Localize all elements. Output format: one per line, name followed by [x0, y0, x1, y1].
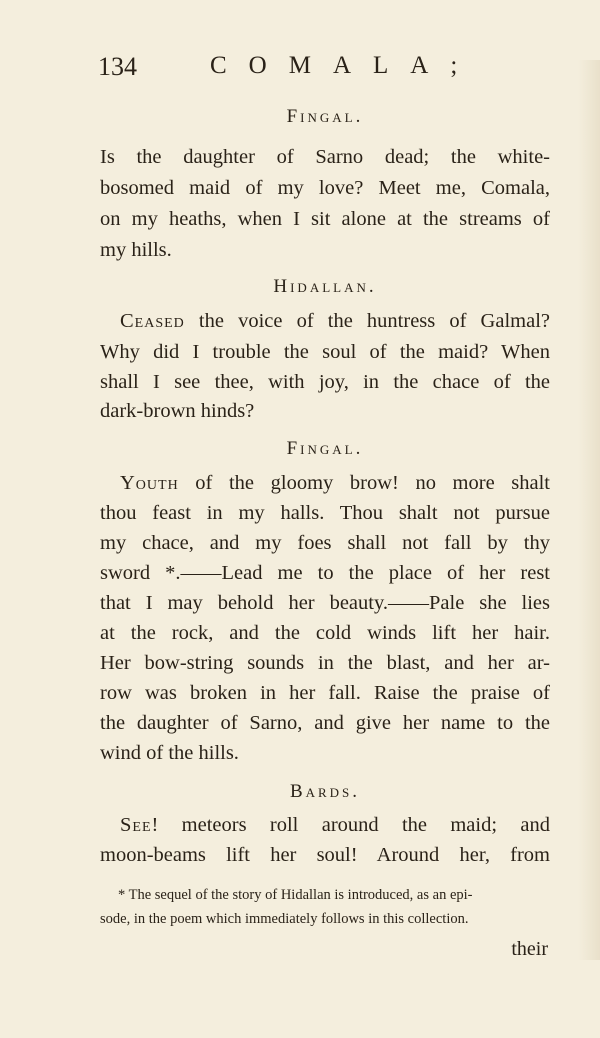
text-line: Ceased the voice of the huntress of Galmal? — [120, 310, 550, 332]
text-line: Youth of the gloomy brow! no more shalt — [120, 472, 550, 494]
text-line: Is the daughter of Sarno dead; the white- — [100, 146, 550, 168]
text-line: that I may behold her beauty.——Pale she lies — [100, 592, 550, 614]
catchword: their — [511, 938, 548, 960]
text-line: bosomed maid of my love? Meet me, Comala, — [100, 177, 550, 199]
speaker-heading: Hidallan. — [273, 276, 377, 297]
text-line: moon-beams lift her soul! Around her, from — [100, 844, 550, 866]
lead-word: Youth — [120, 472, 179, 494]
lead-word: See — [120, 814, 152, 836]
page-number: 134 — [98, 52, 137, 81]
running-title: COMALA; — [210, 52, 480, 79]
text-line: my chace, and my foes shall not fall by thy — [100, 532, 550, 554]
footnote-line: sode, in the poem which immediately follows in this collection. — [100, 911, 469, 927]
text-line: row was broken in her fall. Raise the praise of — [100, 682, 550, 704]
text-line: See! meteors roll around the maid; and — [120, 814, 550, 836]
text-line: wind of the hills. — [100, 742, 239, 764]
footnote-line: * The sequel of the story of Hidallan is introduced, as an epi- — [118, 887, 473, 903]
text-line: sword *.——Lead me to the place of her rest — [100, 562, 550, 584]
text-line: Her bow-string sounds in the blast, and her ar- — [100, 652, 550, 674]
text-line: dark-brown hinds? — [100, 400, 255, 422]
text-line: the daughter of Sarno, and give her name to the — [100, 712, 550, 734]
speaker-heading: Fingal. — [286, 438, 364, 459]
text-line: shall I see thee, with joy, in the chace of the — [100, 371, 550, 393]
text-line: my hills. — [100, 239, 172, 261]
page-header — [98, 52, 568, 86]
speaker-heading: Bards. — [289, 781, 361, 802]
text-line: thou feast in my halls. Thou shalt not pursue — [100, 502, 550, 524]
speaker-heading: Fingal. — [286, 106, 364, 127]
page-edge-shading — [578, 60, 600, 960]
lead-word: Ceased — [120, 310, 185, 332]
text-line: Why did I trouble the soul of the maid? When — [100, 341, 550, 363]
text-line: on my heaths, when I sit alone at the streams of — [100, 208, 550, 230]
text-line: at the rock, and the cold winds lift her hair. — [100, 622, 550, 644]
